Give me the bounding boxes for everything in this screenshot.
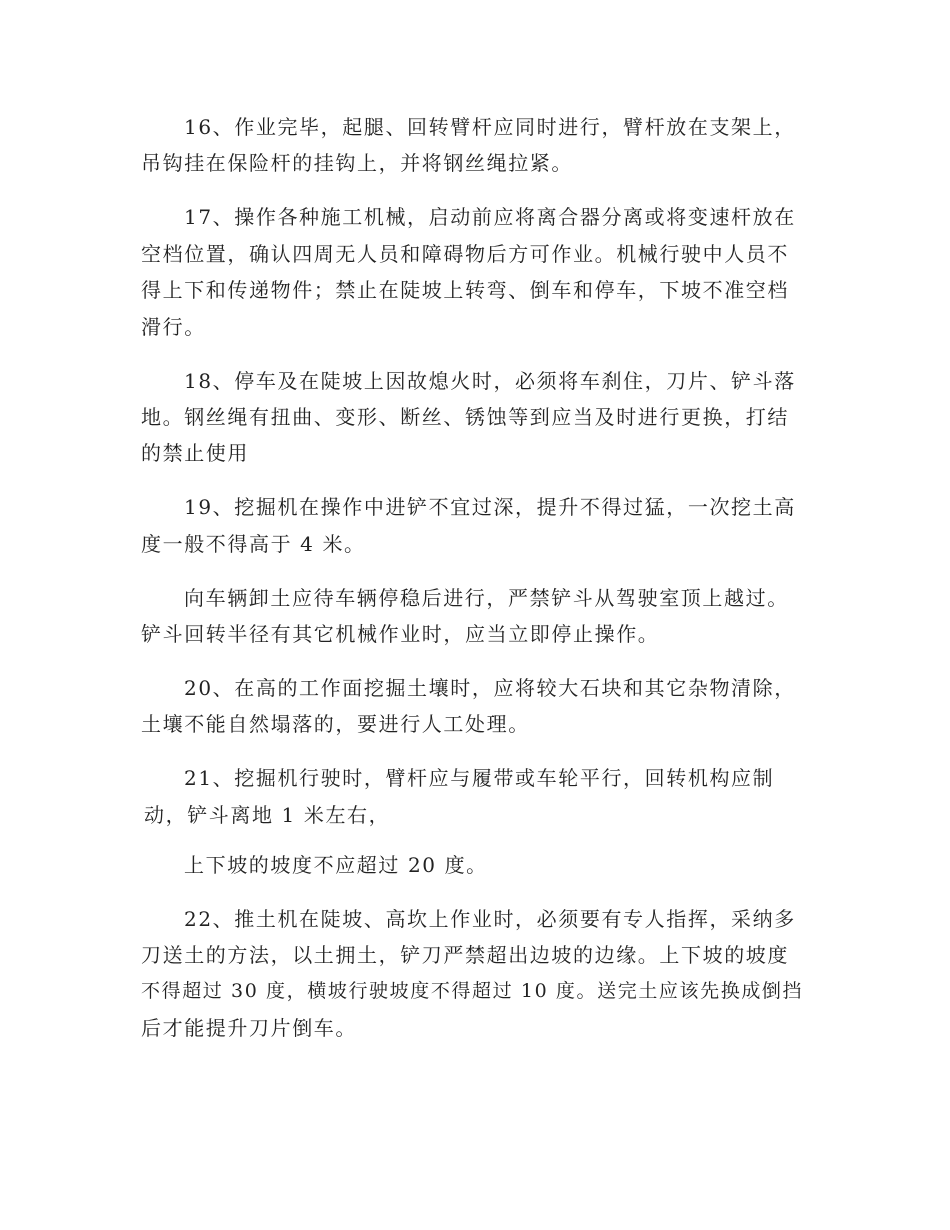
paragraph-22-line-1: 22、推土机在陡坡、高坎上作业时，必须要有专人指挥，采纳多 — [184, 907, 796, 931]
paragraph-unloading-line-1: 向车辆卸土应待车辆停稳后进行，严禁铲斗从驾驶室顶上越过。 — [184, 586, 789, 610]
paragraph-22-line-3: 不得超过 30 度，横坡行驶坡度不得超过 10 度。送完土应该先换成倒挡 — [141, 980, 804, 1002]
paragraph-17-line-2: 空档位置，确认四周无人员和障碍物后方可作业。机械行驶中人员不 — [141, 242, 789, 266]
paragraph-16-line-2: 吊钩挂在保险杆的挂钩上，并将钢丝绳拉紧。 — [141, 151, 573, 175]
paragraph-20-line-2: 土壤不能自然塌落的，要进行人工处理。 — [141, 712, 530, 736]
paragraph-unloading-line-2: 铲斗回转半径有其它机械作业时，应当立即停止操作。 — [141, 622, 660, 646]
paragraph-17-line-4: 滑行。 — [141, 315, 206, 339]
paragraph-18-line-2: 地。钢丝绳有扭曲、变形、断丝、锈蚀等到应当及时进行更换，打结 — [141, 405, 789, 429]
paragraph-19-line-1: 19、挖掘机在操作中进铲不宜过深，提升不得过猛，一次挖土高 — [184, 495, 796, 519]
paragraph-18-line-3: 的禁止使用 — [141, 441, 249, 465]
paragraph-22-line-2: 刀送土的方法，以土拥土，铲刀严禁超出边坡的边缘。上下坡的坡度 — [141, 943, 789, 967]
paragraph-17-line-1: 17、操作各种施工机械，启动前应将离合器分离或将变速杆放在 — [184, 205, 796, 229]
paragraph-19-line-2: 度一般不得高于 4 米。 — [141, 532, 366, 556]
paragraph-17-line-3: 得上下和传递物件；禁止在陡坡上转弯、倒车和停车，下坡不准空档 — [141, 278, 789, 302]
paragraph-20-line-1: 20、在高的工作面挖掘土壤时，应将较大石块和其它杂物清除， — [184, 676, 796, 700]
paragraph-21-line-2: 动，铲斗离地 1 米左右， — [144, 803, 391, 827]
paragraph-16-line-1: 16、作业完毕，起腿、回转臂杆应同时进行，臂杆放在支架上， — [184, 115, 796, 139]
paragraph-21-line-1: 21、挖掘机行驶时，臂杆应与履带或车轮平行，回转机构应制 — [184, 766, 775, 790]
paragraph-22-line-4: 后才能提升刀片倒车。 — [141, 1016, 357, 1040]
paragraph-21-line-3: 上下坡的坡度不应超过 20 度。 — [184, 853, 488, 877]
paragraph-18-line-1: 18、停车及在陡坡上因故熄火时，必须将车刹住，刀片、铲斗落 — [184, 369, 796, 393]
